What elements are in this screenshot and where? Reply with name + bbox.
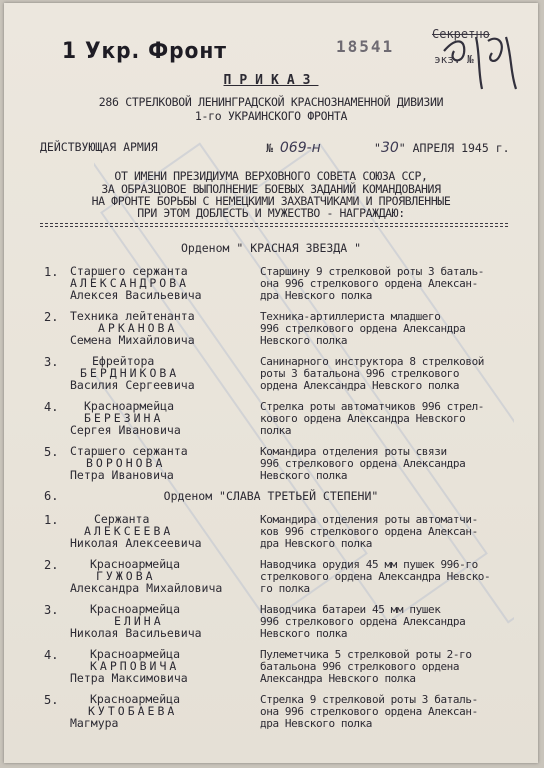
position-line: го полка	[260, 582, 310, 595]
position-line: Наводчика батареи 45 мм пушек	[260, 603, 441, 616]
surname: ГУЖОВА	[96, 569, 156, 583]
position-line: Стрелка роты автоматчиков 996 стрел-	[260, 400, 485, 413]
surname: КУТОБАЕВА	[88, 704, 178, 718]
order-title: ПРИКАЗ	[223, 73, 319, 88]
surname: КАРПОВИЧА	[90, 659, 180, 673]
position-line: она 996 стрелкового ордена Алексан-	[260, 277, 478, 290]
divider	[40, 226, 508, 227]
position-line: кового ордена Александра Невского	[260, 412, 466, 425]
position-line: Невского полка	[260, 627, 348, 640]
document-page: 1 Укр. Фронт 18541 Секретно экз. № ПРИКАЗ 286 СТРЕЛКОВОЙ ЛЕНИНГРАДСКОЙ КРАСНОЗНАМЕННОЙ ДИВИЗИИ 1-го УКРАИНСКОГО ФРОНТА ДЕЙСТВУЮЩАЯ АРМИЯ № 069-н "30" АПРЕЛЯ 1945 г. ОТ ИМЕНИ ПРЕЗИДИУМА ВЕРХОВНОГО СОВЕТА СОЮЗА ССР, ЗА ОБРАЗЦОВОЕ ВЫПОЛНЕНИЕ БОЕВЫХ ЗАДАНИЙ КОМАНДОВАНИЯ НА ФРОНТЕ БОРЬБЫ С НЕМЕЦКИМИ ЗАХВАТЧИКАМИ И ПРОЯВЛЕННЫЕ ПРИ ЭТОМ ДОБЛЕСТЬ И МУЖЕСТВО - НАГРАЖДАЮ: Орденом " КРАСНАЯ ЗВЕЗДА " 1. Старшего сержанта АЛЕКСАНДРОВА Алексея Васильевича Старшину 9 стрелковой роты 3 баталь- она 996 стрелкового ордена Алексан- дра Невского полка 2. Техника лейтенанта АРКАНОВА Семена Михайловича Техника-артиллериста младшего 996 стрелкового ордена Александра Невского полка 3. Ефрейтора БЕРДНИКОВА Василия Сергеевича Санинарного инструктора 8 стрелковой роты 3 батальона 996 стрелкового ордена Александра Невского полка 4. Красноармейца БЕРЕЗИНА Сергея Ивановича Стрелка роты автоматчиков 996 стрел- кового ордена Александра Невского полка 5. Старшего сержанта ВОРОНОВА Петра Ивановича Командира отделения роты связи 996 стрелкового ордена Александра Невского полка 6. Орденом "СЛАВА ТРЕТЬЕЙ СТЕПЕНИ" 1. Сержанта АЛЕКСЕЕВА Николая Алексеевича Командира отделения роты автоматчи- ков 996 стрелкового ордена Алексан- дра Невского полка 2. Красноармейца ГУЖОВА Александра Михайловича Наводчика орудия 45 мм пушек 996-го стрелкового ордена Александра Невско- го полка 3. Красноармейца ЕЛИНА Николая Васильевича Наводчика батареи 45 мм пушек 996 стрелкового ордена Александра Невского полка 4. Красноармейца КАРПОВИЧА Петра Максимовича Пулеметчика 5 стрелковой роты 2-го батальона 996 стрелкового ордена Александра Невского полка 5. Красноармейца КУТОБАЕВА Магмура Стрелка 9 стрелковой роты 3 баталь- она 996 стрелкового ордена Алексан- дра Невского полка	[4, 3, 538, 763]
given-name: Алексея Васильевича	[70, 288, 202, 302]
rank: Ефрейтора	[92, 354, 155, 368]
position-line: Командира отделения роты автоматчи-	[260, 513, 478, 526]
surname: ЕЛИНА	[114, 614, 164, 628]
division-name: 286 СТРЕЛКОВОЙ ЛЕНИНГРАДСКОЙ КРАСНОЗНАМЕННОЙ ДИВИЗИИ	[98, 95, 444, 109]
order-date: "30" АПРЕЛЯ 1945 г.	[374, 140, 510, 156]
position-line: Невского полка	[260, 334, 348, 347]
position-line: Техника-артиллериста младшего	[260, 310, 441, 323]
front-name: 1-го УКРАИНСКОГО ФРОНТА	[194, 109, 348, 123]
rank: Красноармейца	[84, 399, 175, 413]
given-name: Сергея Ивановича	[70, 423, 181, 437]
order-number	[266, 140, 321, 156]
registration-number: 18541	[336, 37, 395, 56]
position-line: Наводчика орудия 45 мм пушек 996-го	[260, 558, 478, 571]
given-name: Василия Сергеевича	[70, 378, 195, 392]
intro-line: ЗА ОБРАЗЦОВОЕ ВЫПОЛНЕНИЕ БОЕВЫХ ЗАДАНИЙ КОМАНДОВАНИЯ	[101, 182, 441, 196]
position-line: 996 стрелкового ордена Александра	[260, 615, 466, 628]
surname: БЕРЕЗИНА	[84, 411, 164, 425]
position-line: батальона 996 стрелкового ордена	[260, 660, 460, 673]
given-name: Петра Ивановича	[70, 468, 174, 482]
position-line: Александра Невского полка	[260, 672, 416, 685]
position-line: Невского полка	[260, 469, 348, 482]
position-line: Старшину 9 стрелковой роты 3 баталь-	[260, 265, 485, 278]
position-line: 996 стрелкового ордена Александра	[260, 457, 466, 470]
rank: Красноармейца	[90, 602, 181, 616]
order-glory-heading: Орденом "СЛАВА ТРЕТЬЕЙ СТЕПЕНИ"	[163, 489, 379, 503]
secret-mark: Секретно	[432, 27, 490, 41]
rank: Старшего сержанта	[70, 264, 188, 278]
given-name: Семена Михайловича	[70, 333, 195, 347]
position-line: дра Невского полка	[260, 537, 373, 550]
date-day: 30	[380, 140, 399, 156]
rank: Техника лейтенанта	[70, 309, 195, 323]
order-red-star-heading: Орденом " КРАСНАЯ ЗВЕЗДА "	[180, 241, 361, 255]
active-army-label: ДЕЙСТВУЮЩАЯ АРМИЯ	[40, 140, 158, 154]
front-heading: 1 Укр. Фронт	[62, 39, 227, 64]
position-line: полка	[260, 424, 292, 437]
position-line: Пулеметчика 5 стрелковой роты 2-го	[260, 648, 472, 661]
rank: Красноармейца	[90, 557, 181, 571]
position-line: дра Невского полка	[260, 717, 373, 730]
given-name: Магмура	[70, 716, 119, 730]
copy-number-label: экз. №	[434, 53, 474, 66]
surname: АЛЕКСАНДРОВА	[70, 276, 190, 290]
divider	[40, 223, 508, 224]
surname: АЛЕКСЕЕВА	[84, 524, 174, 538]
position-line: она 996 стрелкового ордена Алексан-	[260, 705, 478, 718]
position-line: Командира отделения роты связи	[260, 445, 447, 458]
position-line: ордена Александра Невского полка	[260, 379, 460, 392]
rank: Красноармейца	[90, 692, 181, 706]
intro-line: НА ФРОНТЕ БОРЬБЫ С НЕМЕЦКИМИ ЗАХВАТЧИКАМИ И ПРОЯВЛЕННЫЕ	[91, 194, 451, 208]
given-name: Александра Михайловича	[70, 581, 223, 595]
order-glory-number: 6.	[44, 489, 59, 503]
rank: Сержанта	[94, 512, 150, 526]
surname: ВОРОНОВА	[86, 456, 166, 470]
position-line: ков 996 стрелкового ордена Алексан-	[260, 525, 478, 538]
position-line: дра Невского полка	[260, 289, 373, 302]
rank: Красноармейца	[90, 647, 181, 661]
date-month-year: АПРЕЛЯ 1945 г.	[412, 141, 510, 155]
intro-line: ПРИ ЭТОМ ДОБЛЕСТЬ И МУЖЕСТВО - НАГРАЖДАЮ:	[137, 206, 405, 220]
surname: АРКАНОВА	[98, 321, 178, 335]
rank: Старшего сержанта	[70, 444, 188, 458]
position-line: роты 3 батальона 996 стрелкового	[260, 367, 460, 380]
given-name: Петра Максимовича	[70, 671, 188, 685]
number-sign: №	[266, 141, 273, 155]
position-line: 996 стрелкового ордена Александра	[260, 322, 466, 335]
given-name: Николая Алексеевича	[70, 536, 202, 550]
given-name: Николая Васильевича	[70, 626, 202, 640]
intro-line: ОТ ИМЕНИ ПРЕЗИДИУМА ВЕРХОВНОГО СОВЕТА СОЮЗА ССР,	[114, 169, 428, 183]
position-line: стрелкового ордена Александра Невско-	[260, 570, 491, 583]
order-number-value: 069-н	[279, 140, 321, 156]
surname: БЕРДНИКОВА	[80, 366, 180, 380]
position-line: Стрелка 9 стрелковой роты 3 баталь-	[260, 693, 478, 706]
position-line: Санинарного инструктора 8 стрелковой	[260, 355, 485, 368]
